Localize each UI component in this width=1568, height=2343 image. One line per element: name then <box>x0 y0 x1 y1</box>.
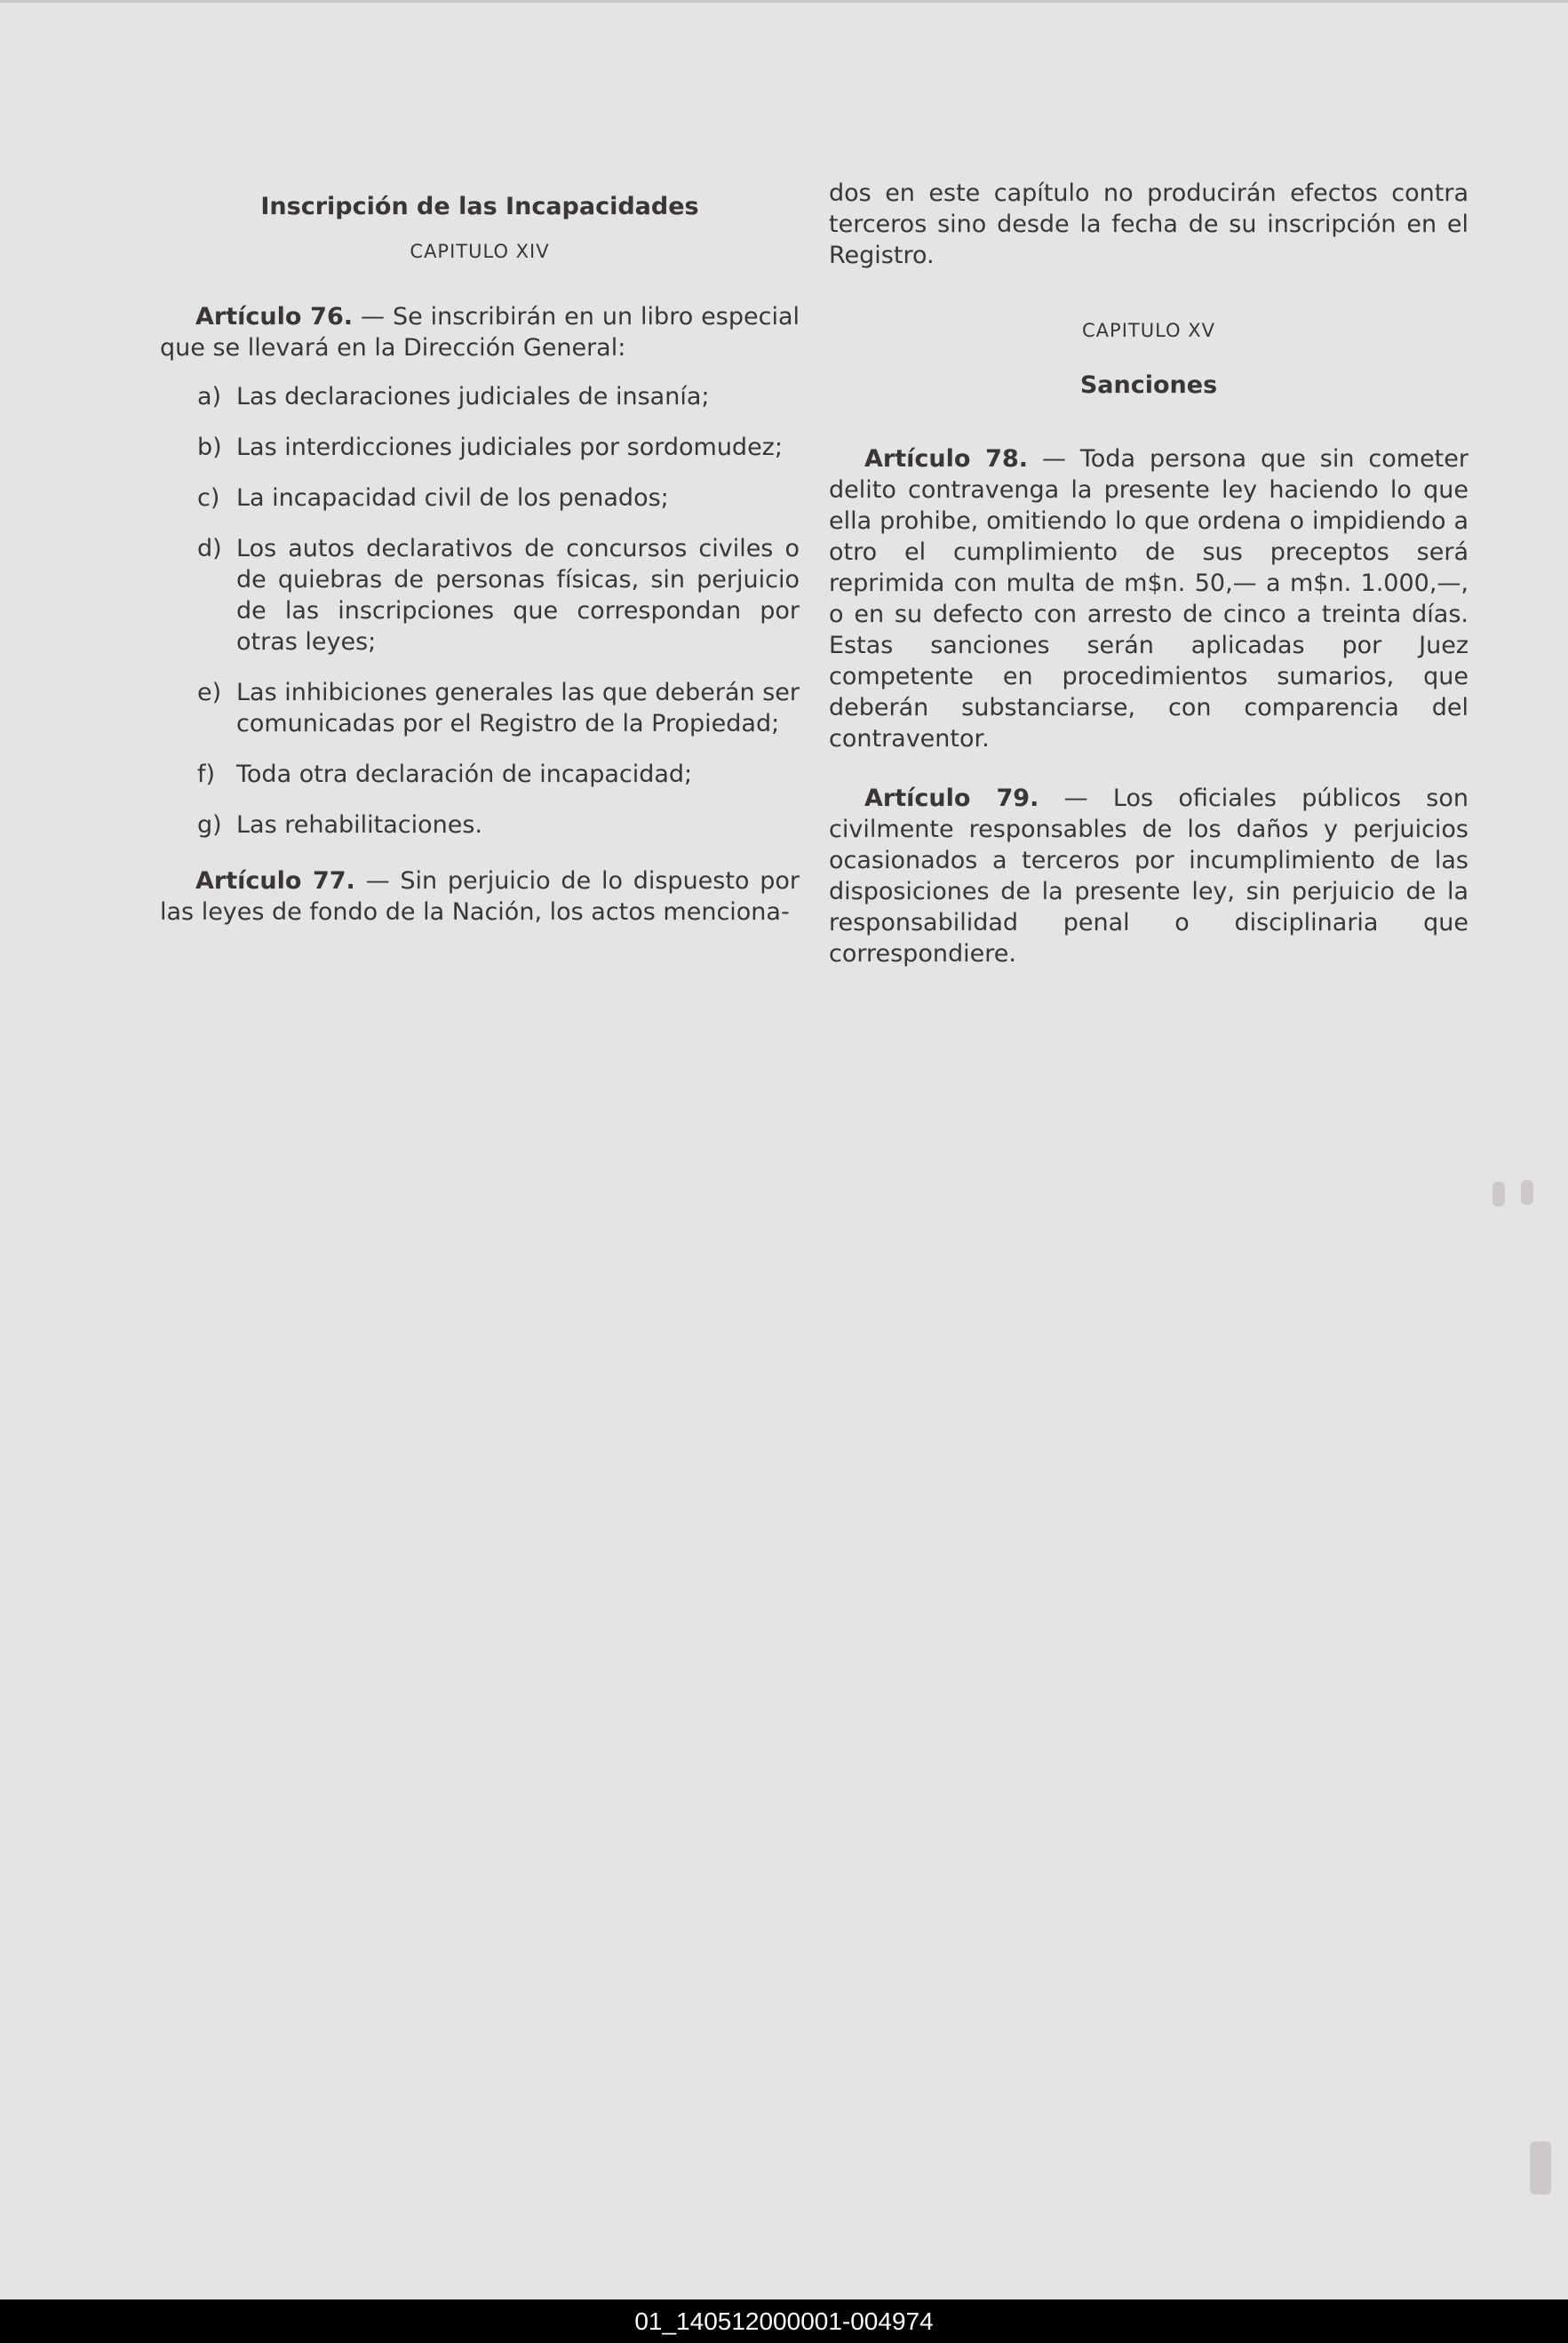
list-item-label: e) <box>197 679 222 706</box>
left-column <box>160 178 800 928</box>
paper-stain <box>1530 2141 1551 2195</box>
article-76-text: — Se inscribirán en un libro especial que se llevará en la Dirección General: <box>160 303 800 362</box>
list-item <box>160 759 800 790</box>
list-item-text: Las rehabilitaciones. <box>236 811 483 839</box>
chapter-xv-label: CAPITULO XV <box>1082 320 1215 341</box>
list-item <box>160 809 800 841</box>
list-item-label: d) <box>197 535 222 562</box>
article-76 <box>160 301 800 363</box>
article-76-items <box>160 381 800 841</box>
list-item <box>160 533 800 657</box>
right-column <box>829 178 1469 969</box>
paper-stain <box>1492 1182 1505 1207</box>
list-item-label: a) <box>197 383 222 410</box>
chapter-xiv-label: CAPITULO XIV <box>410 241 550 262</box>
article-78-label: Artículo 78. <box>864 445 1028 473</box>
article-79 <box>829 783 1469 969</box>
article-77-continuation: dos en este capítulo no producirán efectos contra terceros sino desde la fecha de su inscripción en el Registro. <box>829 179 1469 269</box>
list-item-text: Las inhibiciones generales las que deberán ser comunicadas por el Registro de la Propiedad; <box>236 679 800 737</box>
list-item-label: c) <box>197 484 220 512</box>
article-77-label: Artículo 77. <box>195 867 355 895</box>
list-item <box>160 381 800 412</box>
list-item-label: b) <box>197 434 222 461</box>
list-item <box>160 677 800 739</box>
list-item-label: f) <box>197 761 216 788</box>
list-item-label: g) <box>197 811 222 839</box>
list-item-text: Toda otra declaración de incapacidad; <box>236 761 693 788</box>
article-77-text: — Sin perjuicio de lo dispuesto por las leyes de fondo de la Nación, los actos menciona- <box>160 867 800 926</box>
article-79-text: — Los oficiales públicos son civilmente responsables de los daños y perjuicios ocasionados a terceros por incumplimiento de las disposiciones de la presente ley, sin perjuicio de la responsabilidad penal o disciplinaria que correspondiere. <box>829 785 1469 968</box>
list-item-text: La incapacidad civil de los penados; <box>236 484 669 512</box>
article-79-label: Artículo 79. <box>864 785 1039 812</box>
list-item <box>160 482 800 514</box>
article-78 <box>829 443 1469 754</box>
list-item-text: Las declaraciones judiciales de insanía; <box>236 383 710 410</box>
section-heading-sanciones: Sanciones <box>1079 371 1218 399</box>
top-edge-line <box>0 0 1568 3</box>
list-item-text: Las interdicciones judiciales por sordomudez; <box>236 434 783 461</box>
list-item <box>160 432 800 463</box>
article-78-text: — Toda persona que sin cometer delito contravenga la presente ley haciendo lo que ella prohibe, omitiendo lo que ordena o impidiendo a otro el cumplimiento de sus preceptos será reprimida con multa de m$n. 50,— a m$n. 1.000,—, o en su defecto con arresto de cinco a treinta días. Estas sanciones serán aplicadas por Juez competente en procedimientos sumarios, que deberán substanciarse, con comparencia del contraventor. <box>829 445 1469 753</box>
paper-stain <box>1521 1180 1533 1205</box>
scan-id-footer: 01_140512000001-004974 <box>0 2299 1568 2343</box>
article-76-label: Artículo 76. <box>195 303 354 331</box>
section-heading-incapacidades: Inscripción de las Incapacidades <box>260 193 699 220</box>
article-77 <box>160 865 800 928</box>
list-item-text: Los autos declarativos de concursos civiles o de quiebras de personas físicas, sin perjuicio de las inscripciones que correspondan por otras leyes; <box>236 535 800 656</box>
